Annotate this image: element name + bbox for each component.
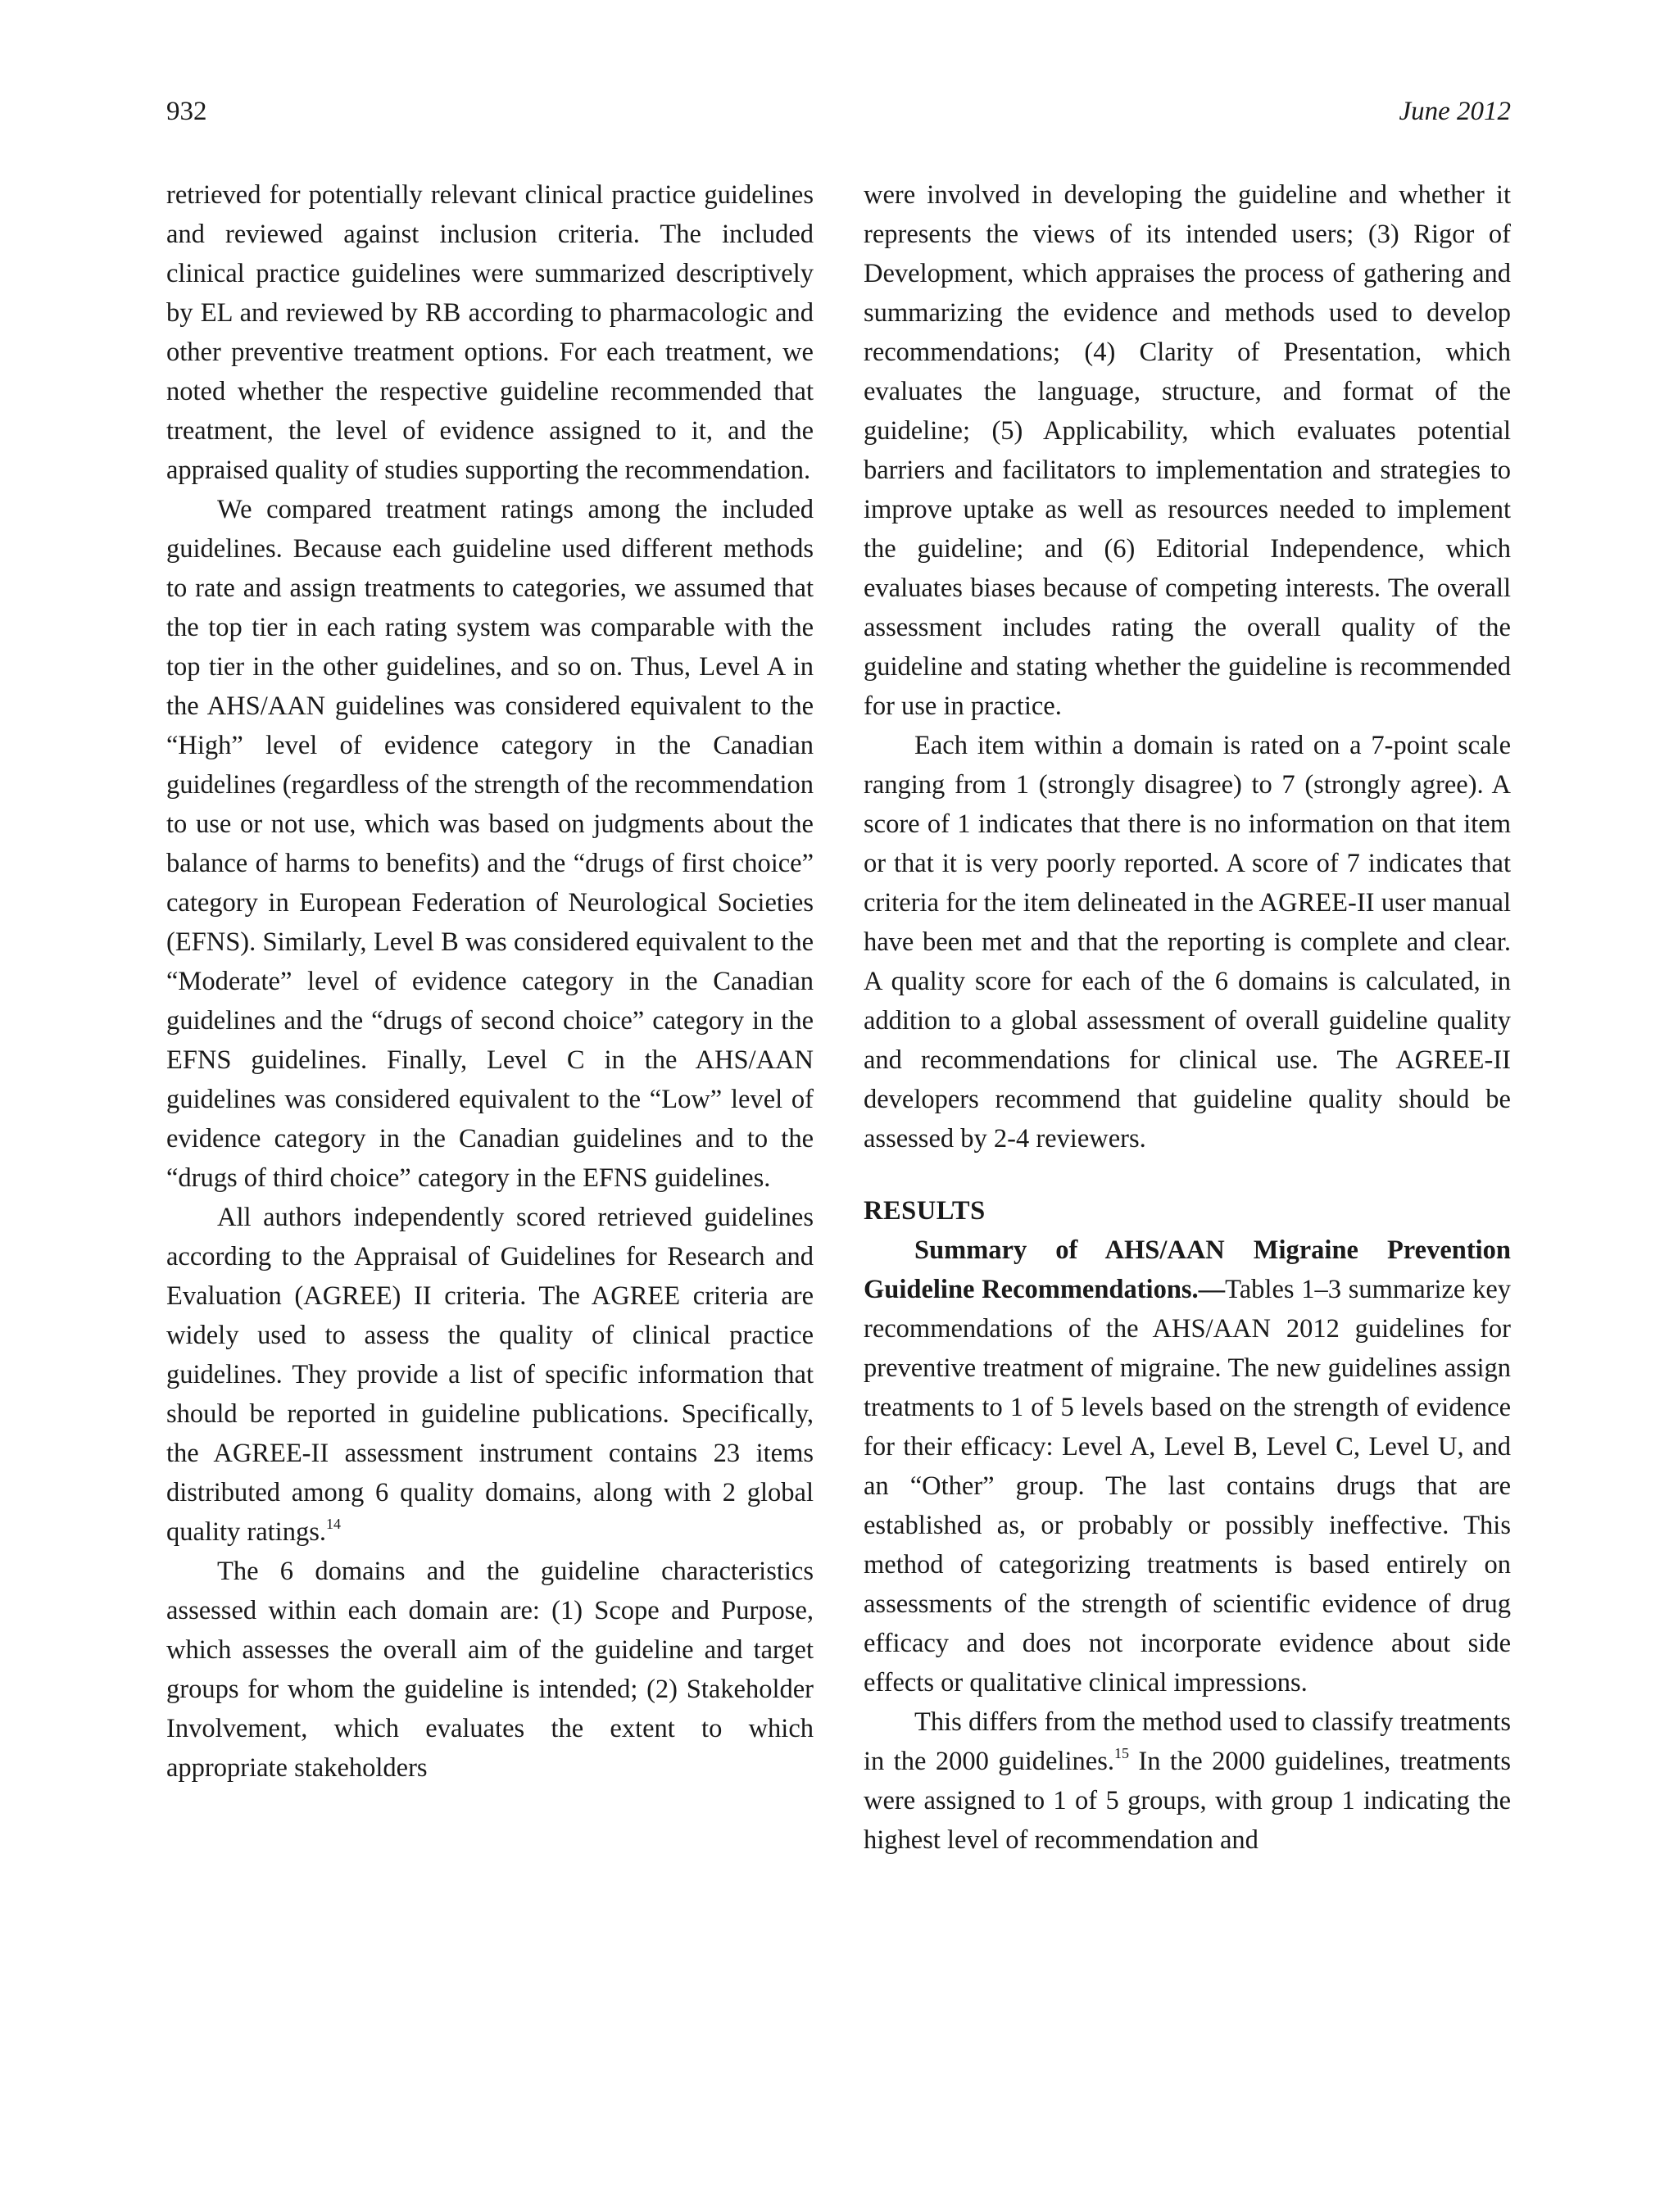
paragraph-agree-criteria bbox=[166, 1198, 814, 1552]
paragraph-domains-continued: were involved in developing the guideline and whether it represents the views of its intended users; (3) Rigor of Development, which appraises the process of gathering and summarizing the evidence and methods used to develop recommendations; (4) Clarity of Presentation, which evaluates the language, structure, and format of the guideline; (5) Applicability, which evaluates potential barriers and facilitators to implementation and strategies to improve uptake as well as resources needed to implement the guideline; and (6) Editorial Independence, which evaluates biases because of competing interests. The overall assessment includes rating the overall quality of the guideline and stating whether the guideline is recommended for use in practice. bbox=[864, 180, 1511, 721]
paragraph-agree-text: All authors independently scored retrieved guidelines according to the Appraisal of Guidelines for Research and Evaluation (AGREE) II criteria. The AGREE criteria are widely used to assess the quality of clinical practice guidelines. They provide a list of specific information that should be reported in guideline publications. Specifically, the AGREE-II assessment instrument contains 23 items distributed among 6 quality domains, along with 2 global quality ratings. bbox=[166, 1203, 814, 1547]
paragraph-summary-text: Tables 1–3 summarize key recommendations of the AHS/AAN 2012 guidelines for preventive treatment of migraine. The new guidelines assign treatments to 1 of 5 levels based on the strength of evidence for their efficacy: Level A, Level B, Level C, Level U, and an “Other” group. The last contains drugs that are established as, or probably or possibly ineffective. This method of categorizing treatments is based entirely on assessments of the strength of scientific evidence of drug efficacy and does not incorporate evidence about side effects or qualitative clinical impressions. bbox=[864, 1275, 1511, 1698]
paragraph-domains: The 6 domains and the guideline characteristics assessed within each domain are: (1) Scope and Purpose, which assesses the overall aim of the guideline and target groups for whom the guideline is intended; (2) Stakeholder Involvement, which evaluates the extent to which appropriate stakeholders bbox=[166, 1557, 814, 1783]
reference-14: 14 bbox=[325, 1516, 341, 1532]
reference-15: 15 bbox=[1114, 1745, 1129, 1761]
run-in-heading: Summary of AHS/AAN Migraine Prevention Guideline Recommendations.— bbox=[864, 1235, 1511, 1304]
paragraph-treatment-ratings: We compared treatment ratings among the included guidelines. Because each guideline used different methods to rate and assign treatments to categories, we assumed that the top tier in each rating system was comparable with the top tier in the other guidelines, and so on. Thus, Level A in the AHS/AAN guidelines was considered equivalent to the “High” level of evidence category in the Canadian guidelines (regardless of the strength of the recommendation to use or not use, which was based on judgments about the balance of harms to benefits) and the “drugs of first choice” category in European Federation of Neurological Societies (EFNS). Similarly, Level B was considered equivalent to the “Moderate” level of evidence category in the Canadian guidelines and the “drugs of second choice” category in the EFNS guidelines. Finally, Level C in the AHS/AAN guidelines was considered equivalent to the “Low” level of evidence category in the Canadian guidelines and to the “drugs of third choice” category in the EFNS guidelines. bbox=[166, 495, 814, 1193]
results-heading: RESULTS bbox=[864, 1196, 986, 1226]
paragraph-2000-text-b: In the 2000 guidelines, treatments were assigned to 1 of 5 groups, with group 1 indicating the highest level of recommendation and bbox=[864, 1747, 1512, 1855]
paragraph-continued: retrieved for potentially relevant clinical practice guidelines and reviewed against inclusion criteria. The included clinical practice guidelines were summarized descriptively by EL and reviewed by RB according to pharmacologic and other preventive treatment options. For each treatment, we noted whether the respective guideline recommended that treatment, the level of evidence assigned to it, and the appraised quality of studies supporting the recommendation. bbox=[166, 180, 814, 485]
paragraph-summary bbox=[864, 1231, 1511, 1702]
right-column bbox=[864, 175, 1511, 1860]
page-number: 932 bbox=[166, 97, 207, 126]
paragraph-2000-guidelines bbox=[864, 1702, 1511, 1860]
paragraph-scale: Each item within a domain is rated on a 7-point scale ranging from 1 (strongly disagree) to 7 (strongly agree). A score of 1 indicates that there is no information on that item or that it is very poorly reported. A score of 7 indicates that criteria for the item delineated in the AGREE-II user manual have been met and that the reporting is complete and clear. A quality score for each of the 6 domains is calculated, in addition to a global assessment of overall guideline quality and recommendations for clinical use. The AGREE-II developers recommend that guideline quality should be assessed by 2-4 reviewers. bbox=[864, 731, 1511, 1154]
paragraph-2000-text-a: This differs from the method used to classify treatments in the 2000 guidelines. bbox=[864, 1707, 1511, 1776]
running-date: June 2012 bbox=[1399, 97, 1511, 126]
left-column bbox=[166, 175, 814, 1788]
